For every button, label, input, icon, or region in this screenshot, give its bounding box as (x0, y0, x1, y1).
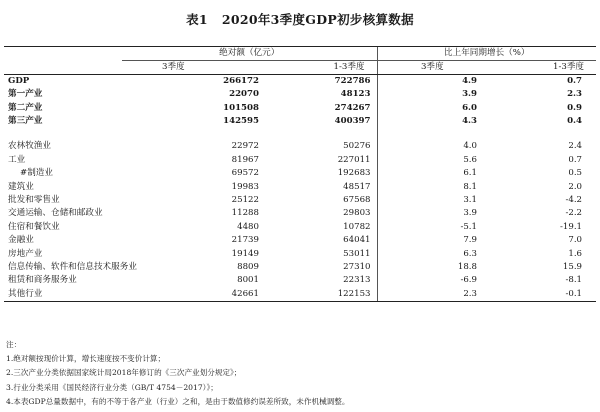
row-label: 交通运输、仓储和邮政业 (8, 208, 103, 219)
row-label: 信息传输、软件和信息技术服务业 (8, 261, 137, 272)
table-title (0, 10, 600, 28)
cell-growth-q3: 2.3 (377, 287, 487, 301)
header-corner-2 (4, 61, 122, 75)
header-growth-q1-3: 1-3季度 (487, 61, 596, 75)
cell-growth-q1-3: 2.4 (568, 141, 583, 152)
cell-growth-q3: 4.3 (377, 115, 487, 128)
cell-abs-q1-3: 64041 (343, 235, 371, 246)
header-absolute: 绝对额（亿元） (122, 47, 377, 61)
cell-growth-q1-3: -2.2 (565, 208, 583, 219)
row-label: GDP (8, 75, 30, 86)
header-growth-q3: 3季度 (377, 61, 487, 75)
row-label: 金融业 (8, 235, 34, 246)
table-row (4, 261, 596, 274)
cell-growth-q1-3: 2.3 (567, 89, 583, 100)
cell-abs-q3: 81967 (231, 154, 259, 165)
header-abs-q1-3: 1-3季度 (267, 61, 377, 75)
cell-abs-q1-3: 192683 (337, 168, 371, 179)
row-label: 第二产业 (8, 102, 43, 113)
table-row (4, 167, 596, 180)
table-row (4, 287, 596, 301)
cell-growth-q1-3: -4.2 (565, 195, 583, 206)
row-label: 住宿和餐饮业 (8, 221, 60, 232)
cell-growth-q3: 3.9 (377, 207, 487, 220)
table-row (4, 234, 596, 247)
cell-abs-q3: 22972 (231, 141, 259, 152)
table-row (4, 153, 596, 166)
cell-growth-q3: 4.0 (377, 140, 487, 153)
gdp-table (4, 46, 596, 302)
cell-abs-q1-3: 50276 (343, 141, 371, 152)
row-label: 第三产业 (8, 116, 43, 127)
cell-growth-q1-3: 7.0 (568, 235, 583, 246)
table-row (4, 115, 596, 128)
row-label: 其他行业 (4, 287, 122, 301)
cell-growth-q1-3: -0.1 (487, 287, 596, 301)
cell-abs-q1-3: 274267 (334, 102, 371, 113)
table-number: 表1 (186, 12, 208, 27)
cell-growth-q1-3: 0.7 (568, 154, 583, 165)
cell-abs-q3: 21739 (231, 235, 259, 246)
cell-abs-q3: 266172 (223, 75, 259, 86)
cell-growth-q1-3: 0.4 (567, 116, 583, 127)
table-row (4, 194, 596, 207)
cell-abs-q1-3: 400397 (334, 116, 371, 127)
header-growth: 比上年同期增长（%） (377, 47, 596, 61)
table-body (4, 74, 596, 301)
cell-abs-q1-3: 10782 (343, 221, 371, 232)
header-corner (4, 47, 122, 61)
table-title-text: 2020年3季度GDP初步核算数据 (221, 12, 414, 27)
note-line: 1.绝对额按现价计算，增长速度按不变价计算； (6, 354, 166, 364)
row-label: 房地产业 (8, 248, 43, 259)
cell-growth-q3: -5.1 (377, 220, 487, 233)
row-label: 建筑业 (8, 181, 34, 192)
cell-growth-q1-3: -8.1 (565, 275, 583, 286)
cell-abs-q3: 19149 (231, 248, 259, 259)
cell-abs-q3: 11288 (231, 208, 259, 219)
cell-abs-q3: 69572 (231, 168, 259, 179)
cell-growth-q1-3: -19.1 (559, 221, 583, 232)
cell-abs-q1-3: 722786 (334, 75, 371, 86)
cell-abs-q1-3: 22313 (343, 275, 371, 286)
table-row (4, 88, 596, 101)
cell-abs-q3: 142595 (223, 116, 259, 127)
cell-abs-q1-3: 48123 (340, 89, 371, 100)
table-row (4, 101, 596, 114)
cell-growth-q3: 6.1 (377, 167, 487, 180)
table-row (4, 207, 596, 220)
cell-growth-q1-3: 15.9 (562, 261, 583, 272)
table-row (4, 74, 596, 88)
cell-abs-q3: 4480 (237, 221, 259, 232)
cell-abs-q3: 19983 (231, 181, 259, 192)
table-row (4, 140, 596, 153)
cell-abs-q1-3: 227011 (337, 154, 371, 165)
row-label: #制造业 (20, 168, 53, 179)
table-header (4, 47, 596, 75)
row-label: 农林牧渔业 (8, 141, 51, 152)
cell-abs-q3: 22070 (229, 89, 259, 100)
cell-abs-q1-3: 27310 (343, 261, 371, 272)
note-line: 4.本表GDP总量数据中，有的不等于各产业（行业）之和，是由于数值修约误差所致，未作机械调整。 (6, 396, 350, 406)
notes-heading: 注： (6, 340, 22, 349)
note-line: 3.行业分类采用《国民经济行业分类（GB/T 4754－2017）》； (6, 382, 218, 392)
table-row (4, 247, 596, 260)
table-row (4, 180, 596, 193)
cell-growth-q3: 5.6 (377, 153, 487, 166)
cell-abs-q3: 42661 (122, 287, 267, 301)
row-label: 批发和零售业 (8, 195, 60, 206)
cell-abs-q3: 101508 (223, 102, 259, 113)
cell-growth-q3: 18.8 (377, 261, 487, 274)
cell-abs-q1-3: 29803 (343, 208, 371, 219)
table-notes (6, 338, 596, 409)
header-abs-q3: 3季度 (122, 61, 267, 75)
cell-growth-q3: 6.3 (377, 247, 487, 260)
cell-abs-q1-3: 53011 (343, 248, 371, 259)
table-row (4, 274, 596, 287)
table-row (4, 220, 596, 233)
cell-growth-q3: 3.1 (377, 194, 487, 207)
cell-abs-q1-3: 48517 (343, 181, 371, 192)
cell-growth-q1-3: 2.0 (568, 181, 583, 192)
row-label: 租赁和商务服务业 (8, 275, 77, 286)
cell-abs-q1-3: 67568 (343, 195, 371, 206)
cell-growth-q3: 7.9 (377, 234, 487, 247)
note-line: 2.三次产业分类依据国家统计局2018年修订的《三次产业划分规定》； (6, 368, 242, 378)
cell-growth-q3: 3.9 (377, 88, 487, 101)
cell-growth-q3: 8.1 (377, 180, 487, 193)
cell-abs-q3: 8001 (237, 275, 259, 286)
cell-abs-q1-3: 122153 (267, 287, 377, 301)
cell-abs-q3: 8809 (237, 261, 259, 272)
cell-abs-q3: 25122 (231, 195, 259, 206)
cell-growth-q1-3: 0.7 (567, 75, 583, 86)
cell-growth-q3: 6.0 (377, 101, 487, 114)
cell-growth-q3: 4.9 (377, 74, 487, 88)
cell-growth-q3: -6.9 (377, 274, 487, 287)
cell-growth-q1-3: 1.6 (568, 248, 583, 259)
cell-growth-q1-3: 0.9 (567, 102, 583, 113)
cell-growth-q1-3: 0.5 (568, 168, 583, 179)
row-label: 工业 (8, 154, 26, 165)
spacer-row (4, 128, 596, 140)
row-label: 第一产业 (8, 89, 43, 100)
